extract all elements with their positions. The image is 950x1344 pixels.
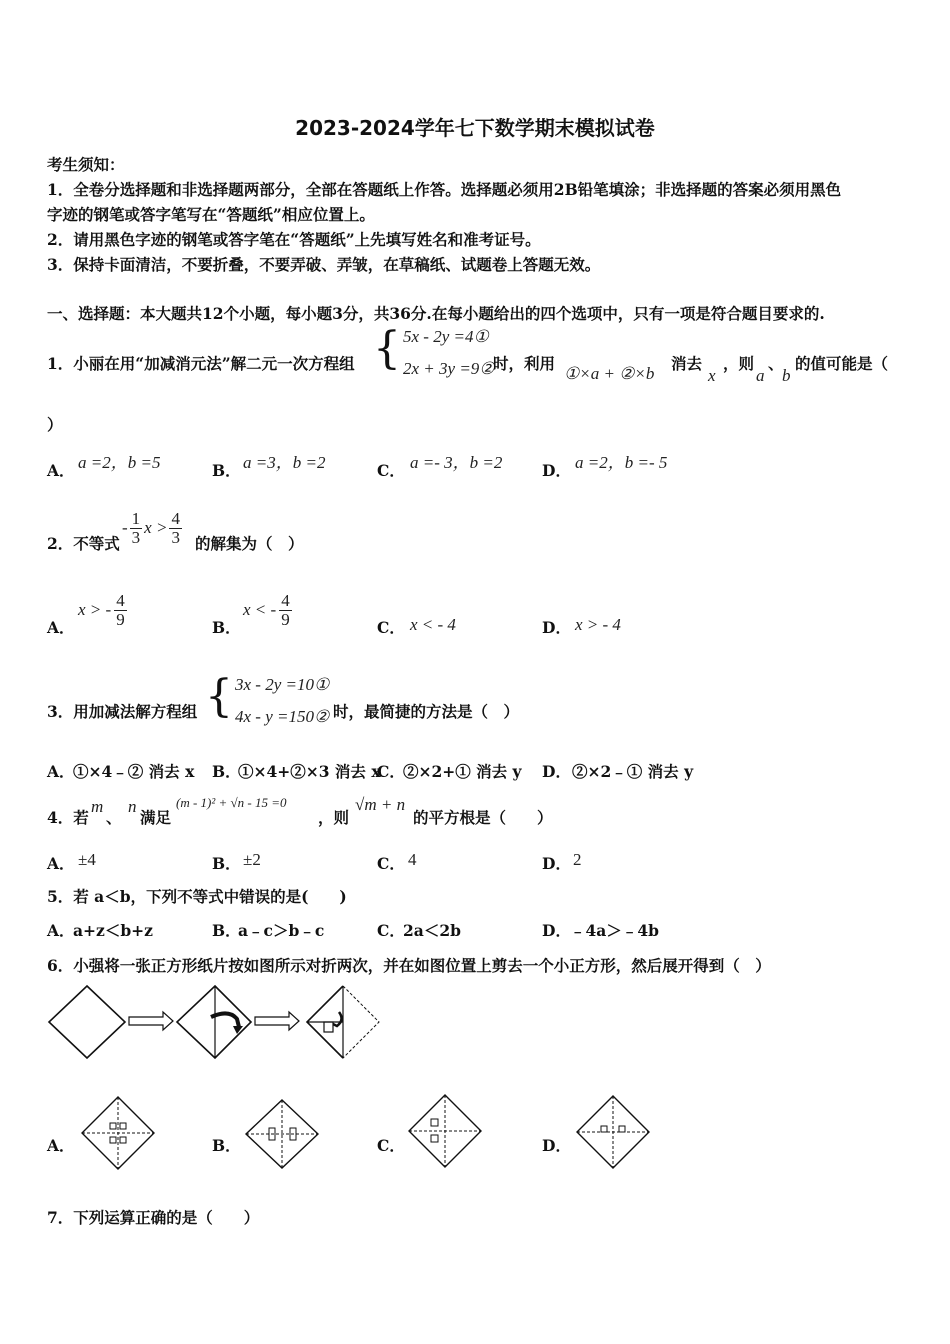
q1-option-b: a =3，b =2 — [243, 453, 326, 472]
q3-option-a-label: A． — [47, 762, 75, 781]
notice-line-1-cont: 字迹的钢笔或答字笔写在“答题纸”相应位置上。 — [47, 205, 375, 224]
q4-option-a: ±4 — [78, 850, 96, 869]
q2-mid: x > — [144, 518, 168, 538]
q1-var-b: b — [782, 366, 791, 385]
q1-close: ） — [47, 415, 63, 434]
q1-stem-e: 的值可能是（ — [795, 354, 889, 373]
q5-option-d: ﹣4a＞﹣4b — [570, 921, 659, 940]
q2-inequality — [122, 510, 182, 547]
q5-option-d-label: D． — [542, 921, 571, 940]
brace-icon: { — [373, 323, 401, 374]
q3-option-d: ②×2﹣① 消去 y — [572, 762, 694, 781]
q1-var-x: x — [708, 366, 716, 385]
q1-option-d: a =2，b =- 5 — [575, 453, 668, 472]
q2-num-2: 4 — [171, 509, 180, 528]
q2-neg: - — [122, 518, 128, 538]
q4-condition: (m - 1)² + √n - 15 =0 — [176, 795, 287, 810]
q4-option-c: 4 — [408, 850, 417, 869]
q6-option-b-figure[interactable] — [244, 1098, 320, 1170]
q2-option-b — [243, 592, 292, 629]
q4-stem-c: ，则 — [318, 808, 350, 827]
q6-option-c-figure[interactable] — [407, 1093, 483, 1169]
q4-option-b: ±2 — [243, 850, 261, 869]
q4-option-a-label: A． — [47, 854, 75, 873]
q4-var-n: n — [128, 797, 137, 816]
q1-option-d-label: D． — [542, 461, 571, 480]
q1-equation-2: 2x + 3y =9② — [403, 359, 495, 378]
q6-option-c-label: C． — [377, 1136, 405, 1155]
q3-equation-system — [205, 671, 330, 727]
q1-equation-system — [373, 323, 495, 379]
q2-num-1: 1 — [131, 509, 141, 528]
q2-option-d-label: D． — [542, 618, 571, 637]
q2-option-a-pre: x > - — [78, 600, 112, 620]
q6-folding-diagram — [45, 982, 385, 1062]
page-title: 2023-2024学年七下数学期末模拟试卷 — [295, 116, 655, 140]
q4-sep: 、 — [106, 808, 122, 827]
q3-equation-2: 4x - y =150② — [235, 707, 330, 726]
q1-sep: 、 — [768, 354, 784, 373]
q5-stem: 5．若 a＜b，下列不等式中错误的是( ) — [47, 887, 347, 906]
notice-line-2: 2．请用黑色字迹的钢笔或答字笔在“答题纸”上先填写姓名和准考证号。 — [47, 230, 541, 249]
q1-expression: ①×a + ②×b — [564, 364, 655, 383]
q5-option-b-label: B． — [212, 921, 241, 940]
section-heading: 一、选择题：本大题共12个小题，每小题3分，共36分.在每小题给出的四个选项中，只有一项是符合题目要求的. — [47, 304, 825, 323]
q3-stem: 3．用加减法解方程组 — [47, 702, 198, 721]
q1-equation-1: 5x - 2y =4① — [403, 327, 489, 346]
q5-option-a-label: A． — [47, 921, 75, 940]
q2-option-a-den: 9 — [116, 609, 125, 629]
q4-option-d: 2 — [573, 850, 582, 869]
q1-stem-b: 时，利用 — [493, 354, 556, 373]
q6-option-a-label: A． — [47, 1136, 75, 1155]
q1-option-c-label: C． — [377, 461, 405, 480]
q2-option-c-label: C． — [377, 618, 405, 637]
q2-option-b-pre: x < - — [243, 600, 277, 620]
q4-option-b-label: B． — [212, 854, 241, 873]
q5-option-c-label: C． — [377, 921, 405, 940]
q2-den-1: 3 — [131, 527, 141, 547]
q6-option-a-figure[interactable] — [80, 1095, 156, 1171]
q2-option-b-num: 4 — [281, 591, 290, 610]
brace-icon: { — [205, 671, 233, 722]
q3-stem-b: 时，最简捷的方法是（ ） — [333, 702, 520, 721]
q3-option-b-label: B． — [212, 762, 241, 781]
q5-option-b: a﹣c＞b﹣c — [238, 921, 325, 940]
q1-option-a-label: A． — [47, 461, 75, 480]
q1-var-a: a — [756, 366, 765, 385]
q3-option-a: ①×4﹣② 消去 x — [73, 762, 195, 781]
q2-option-a-num: 4 — [116, 591, 125, 610]
q2-option-b-fraction — [279, 592, 292, 629]
q4-var-m: m — [91, 797, 104, 816]
q4-stem: 4．若 — [47, 808, 89, 827]
q5-option-c: 2a＜2b — [403, 921, 461, 940]
q2-option-a-fraction — [114, 592, 127, 629]
q2-fraction-1 — [130, 510, 143, 547]
q2-option-a-label: A． — [47, 618, 75, 637]
q3-option-c-label: C． — [377, 762, 405, 781]
q2-option-b-label: B． — [212, 618, 241, 637]
q4-option-c-label: C． — [377, 854, 405, 873]
q2-stem: 2．不等式 — [47, 534, 120, 553]
q6-option-b-label: B． — [212, 1136, 241, 1155]
q1-option-b-label: B． — [212, 461, 241, 480]
q2-den-2: 3 — [171, 527, 180, 547]
notice-line-3: 3．保持卡面清洁，不要折叠，不要弄破、弄皱，在草稿纸、试题卷上答题无效。 — [47, 255, 601, 274]
q2-option-c: x < - 4 — [410, 615, 456, 634]
q6-option-d-figure[interactable] — [575, 1094, 651, 1170]
q7-stem: 7．下列运算正确的是（ ） — [47, 1208, 260, 1227]
q4-stem-d: 的平方根是（ ） — [413, 808, 553, 827]
q3-option-c: ②×2+① 消去 y — [403, 762, 522, 781]
q2-option-a — [78, 592, 127, 629]
q1-stem-c: 消去 — [671, 354, 703, 373]
notice-line-1: 1．全卷分选择题和非选择题两部分，全部在答题纸上作答。选择题必须用2B铅笔填涂；非选择题的答案必须用黑色 — [47, 180, 842, 199]
q1-option-c: a =- 3，b =2 — [410, 453, 503, 472]
q1-stem-d: ，则 — [723, 354, 755, 373]
q6-stem: 6．小强将一张正方形纸片按如图所示对折两次，并在如图位置上剪去一个小正方形，然后展开得到（ ） — [47, 956, 771, 975]
q3-equation-1: 3x - 2y =10① — [235, 675, 330, 694]
q2-option-d: x > - 4 — [575, 615, 621, 634]
q1-stem: 1．小丽在用“加减消元法”解二元一次方程组 — [47, 354, 355, 373]
q5-option-a: a+z＜b+z — [73, 921, 153, 940]
notice-heading: 考生须知： — [47, 155, 125, 174]
q4-option-d-label: D． — [542, 854, 571, 873]
q2-fraction-2 — [169, 510, 182, 547]
q6-option-d-label: D． — [542, 1136, 571, 1155]
q4-stem-b: 满足 — [140, 808, 172, 827]
q3-option-b: ①×4+②×3 消去 x — [238, 762, 381, 781]
q4-root: √m + n — [355, 795, 406, 814]
q2-stem-b: 的解集为（ ） — [195, 534, 304, 553]
q2-option-b-den: 9 — [281, 609, 290, 629]
q1-option-a: a =2，b =5 — [78, 453, 161, 472]
q3-option-d-label: D． — [542, 762, 571, 781]
